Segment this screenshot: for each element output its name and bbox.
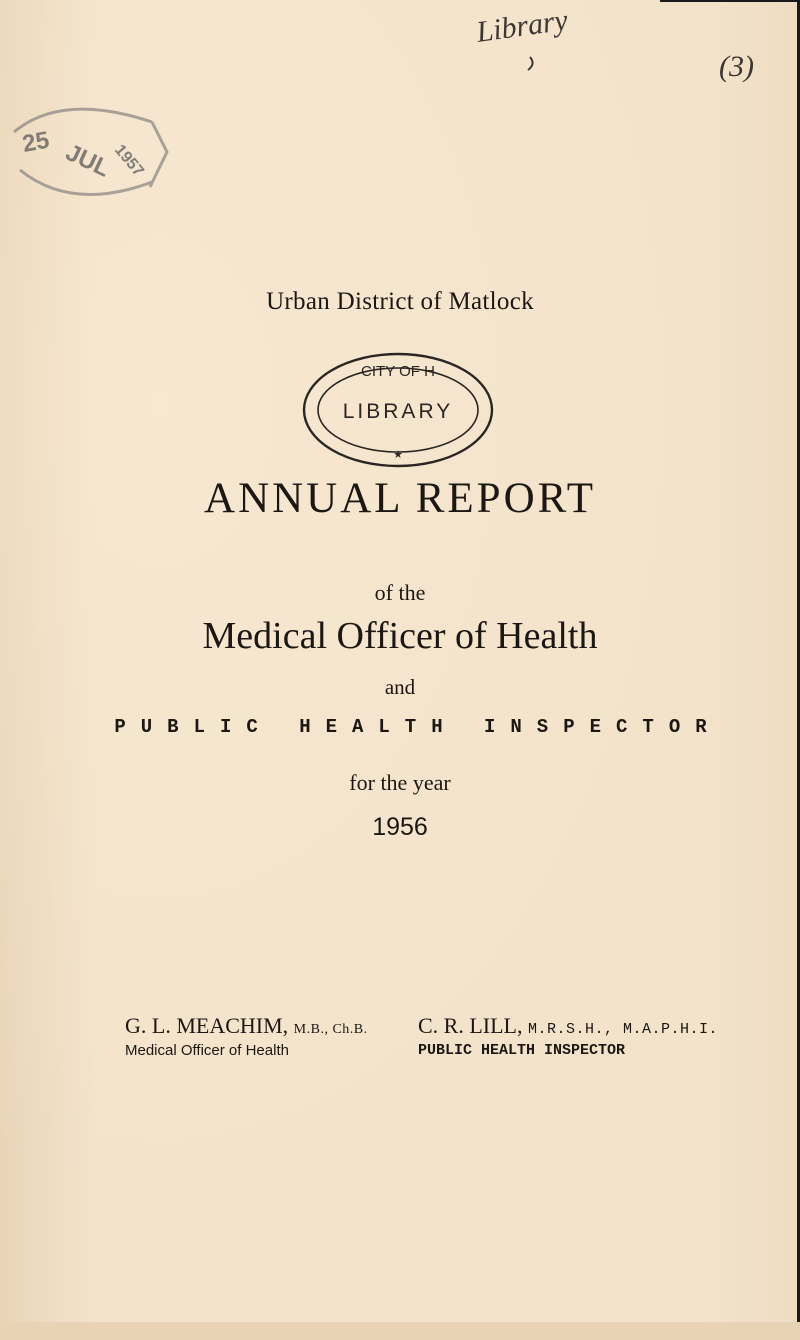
svg-text:25: 25 [20,126,52,158]
signatory-medical-officer [125,1015,368,1059]
star-icon: ★ [393,449,403,461]
handwritten-library-note [470,2,580,72]
signatory-name: G. L. MEACHIM, [125,1013,289,1038]
report-title: ANNUAL REPORT [204,475,596,522]
library-stamp-label: LIBRARY [342,400,454,423]
public-health-inspector-heading: PUBLIC HEALTH INSPECTOR [114,716,722,738]
received-date-stamp [2,92,172,222]
svg-text:1957: 1957 [110,141,147,180]
signatory-public-health-inspector [418,1015,718,1059]
and-text: and [384,675,416,699]
signatory-role: Medical Officer of Health [125,1042,289,1059]
signatory-qualifications: M.R.S.H., M.A.P.H.I. [528,1021,719,1038]
page-bottom-edge [0,1322,800,1340]
medical-officer-heading: Medical Officer of Health [202,615,598,657]
district-heading: Urban District of Matlock [266,288,534,315]
library-stamp [298,348,498,472]
for-the-year-text: for the year [349,770,451,795]
library-stamp-top-text: CITY OF H [361,363,435,380]
of-the-text: of the [374,580,426,605]
svg-text:(3): (3) [719,50,754,83]
page-edge-top [660,0,800,2]
svg-text:JUL: JUL [61,138,114,183]
signatory-qualifications: M.B., Ch.B. [293,1022,368,1037]
signatory-role: PUBLIC HEALTH INSPECTOR [418,1042,626,1059]
svg-text:Library: Library [474,3,570,49]
report-year: 1956 [372,813,428,841]
signatory-name: C. R. LILL, [418,1013,523,1038]
handwritten-page-number [715,40,765,95]
